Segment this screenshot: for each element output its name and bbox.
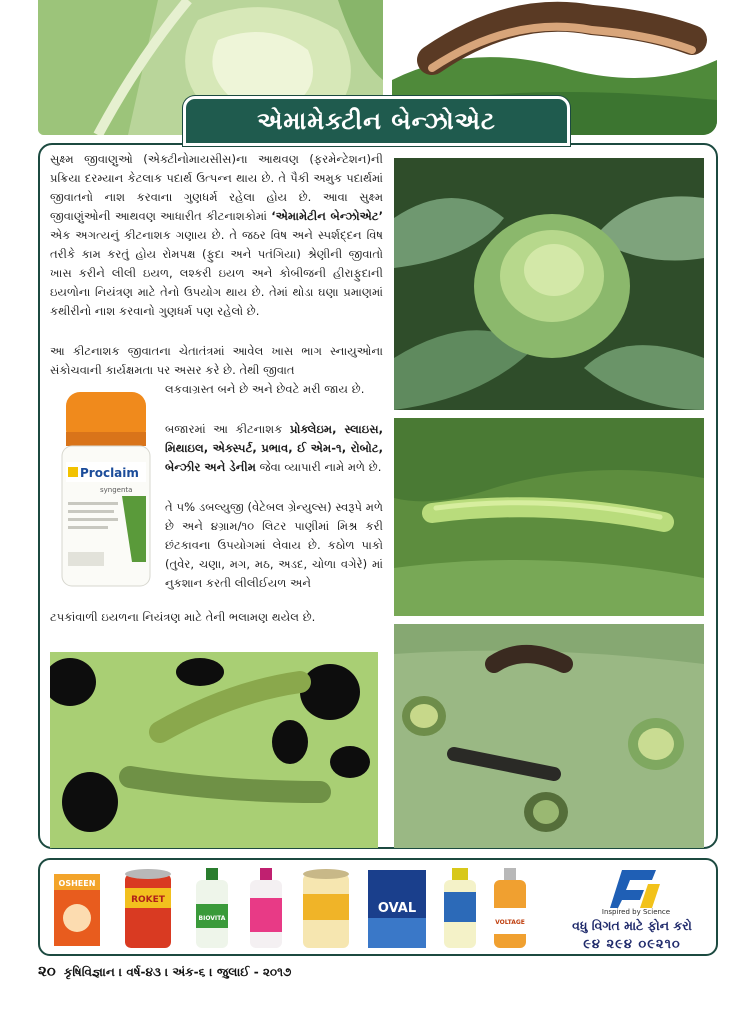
- page-footer: [38, 962, 291, 980]
- ad-osheen-label: OSHEEN: [58, 879, 96, 888]
- bottle-maker-label: syngenta: [100, 486, 133, 494]
- paragraph-intro-highlight: ‘એમામેટીન બેન્ઝોએટ’: [271, 209, 384, 223]
- damaged-cabbage-photo: [394, 158, 704, 410]
- ad-product-biovita: [192, 868, 232, 950]
- paragraph-dosage-end: ટપકાંવાળી ઇયળના નિયંત્રણ માટે તેની ભલામણ થયેલ છે.: [50, 610, 316, 624]
- ad-roket-label: ROKET: [131, 895, 165, 905]
- contact-phone-number: ૯૪ ૨૯૪ ૦૯૨૧૦: [583, 937, 681, 952]
- bottle-brand-label: Proclaim: [80, 466, 139, 480]
- ad-product-oval: [366, 868, 428, 950]
- dark-larvae-on-leaf-photo: [394, 624, 704, 848]
- paragraph-dosage: તે ૫% ડબલ્યુજી (વેટેબલ ગ્રેન્યુલ્સ) સ્વરૂપે મળે છે અને ૪ગ્રામ/૧૦ લિટર પાણીમાં મિશ્ર કરી છંટકાવના ઉપયોગમાં લેવાય છે. કઠોળ પાકો (તુવેર, ચણા, મગ, મઠ, અડદ, ચોળા વગેરે) માં નુકશાન કરતી લીલીઈયળ અને: [165, 500, 383, 590]
- ad-product-pink-bottle: [246, 868, 286, 950]
- ad-biovita-label: BIOVITA: [198, 915, 226, 922]
- trade-names-outro: જેવા વ્યાપારી નામે મળે છે.: [255, 460, 382, 474]
- trade-names-list: પ્રોક્લેઇમ, સ્લાઇસ, મિથાઇલ, એક્સ્પર્ટ, પ્રભાવ, ઈ એમ-૧, રોબોટ, બેન્ઝીર અને ડેનીમ: [165, 422, 383, 474]
- paragraph-trade-names: [165, 420, 383, 477]
- publication-info: કૃષિવિજ્ઞાન । વર્ષ-૪૩ । અંક-૬ । જુલાઈ - ૨૦૧૭: [63, 965, 292, 979]
- paragraph-mode-of-action: આ કીટનાશક જીવાતના ચેતાતંત્રમાં આવેલ ખાસ ભાગ સ્નાયુઓના સંકોચવાની કાર્યક્ષમતા પર અસર કરે છે. તેથી જીવાત: [50, 344, 383, 377]
- ad-product-tin: [300, 868, 352, 950]
- ad-voltage-label: VOLTAGE: [495, 919, 525, 926]
- article-title: એમામેક્ટીન બેન્ઝોએટ: [257, 107, 496, 135]
- ad-product-yellow-bottle: [440, 868, 480, 950]
- brand-tagline: Inspired by Science: [601, 908, 671, 916]
- green-larva-on-leaf-photo: [394, 418, 704, 616]
- article-title-bar: [183, 96, 570, 146]
- proclaim-bottle-image: [52, 392, 160, 590]
- page-number: ૨૦: [38, 962, 56, 980]
- trade-names-intro: બજારમાં આ કીટનાશક: [165, 422, 290, 436]
- ad-product-osheen: [52, 868, 104, 948]
- paragraph-intro-text-cont: એક અગત્યનું કીટનાશક ગણાય છે. તે જઠર વિષ અને સ્પર્શદ્દન વિષ તરીકે કામ કરતું હોય રોમપક્ષ (ફુદા અને પતંગિયા) શ્રેણીની જીવાતો ખાસ કરીને લીલી ઇયળ, લશ્કરી ઇયળ અને કોબીજની હીરાફુદાની ઇયળોના નિયંત્રણ માટે તેનો ઉપયોગ થાય છે. તેમાં થોડા ઘણા પ્રમાણમાં કથીરીનો નાશ કરવાનો ગુણધર્મ પણ રહેલો છે.: [50, 228, 383, 318]
- paragraph-mode-of-action-end: લકવાગ્રસ્ત બને છે અને છેવટે મરી જાય છે.: [165, 382, 365, 396]
- paragraph-intro-text: સુક્ષ્મ જીવાણુઓ (એક્ટીનોમાયસીસ)ના આથવણ (ફરમેન્ટેશન)ની પ્રક્રિયા દરમ્યાન કેટલાક પદાર્થ ઉત્પન્ન થાય છે. તે પૈકી અમુક પદાર્થમાં જીવાતનો નાશ કરવાના ગુણધર્મ રહેલા હોય છે. આવા સુક્ષ્મ જીવાણુંઓની આથવણ આધારીત કીટનાશકોમાં: [50, 152, 383, 223]
- pi-industries-logo: [608, 866, 664, 910]
- paragraph-intro: [50, 150, 383, 321]
- contact-label: વધુ વિગત માટે ફોન કરો: [572, 918, 692, 933]
- ad-product-roket: [122, 868, 174, 950]
- ad-oval-label: OVAL: [377, 901, 417, 916]
- larvae-on-eaten-leaf-photo: [50, 652, 378, 848]
- ad-product-voltage: [490, 868, 530, 950]
